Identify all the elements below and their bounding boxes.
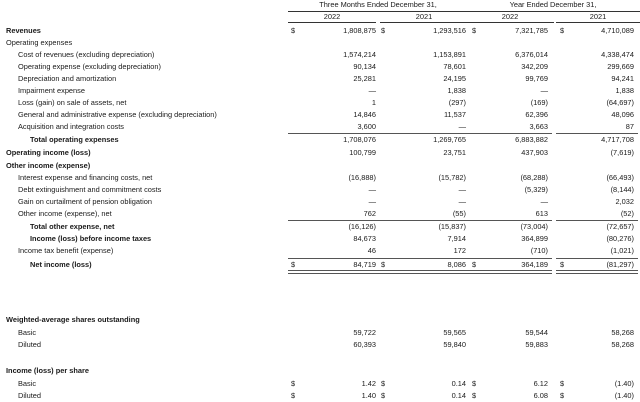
double-rule [556,270,638,274]
row-label: Debt extinguishment and commitment costs [18,185,162,194]
table-row [0,25,640,36]
cell-value: 23,751 [443,148,466,157]
cell-value: 1 [371,98,376,107]
row-label: Impairment expense [18,86,85,95]
currency-symbol: $ [472,260,477,269]
row-label: Income (loss) before income taxes [30,234,152,243]
total-rule [377,133,470,134]
cell-value: 87 [625,122,634,131]
table-row [0,221,640,232]
cell-value: 0.14 [451,391,466,400]
cell-value: 7,321,785 [515,26,548,35]
year-header-q-2022: 2022 [288,12,376,23]
table-row [0,245,640,256]
row-label: Diluted [18,340,42,349]
cell-value: (710) [530,246,548,255]
cell-value: 94,241 [611,74,634,83]
currency-symbol: $ [291,391,296,400]
total-rule [288,133,380,134]
cell-value: — [540,86,548,95]
row-label: Total other expense, net [30,222,115,231]
total-rule [288,258,380,259]
total-rule [556,258,638,259]
cell-value: 62,396 [525,110,548,119]
cell-value: (52) [620,209,634,218]
cell-value: 24,195 [443,74,466,83]
cell-value: 7,914 [447,234,466,243]
cell-value: 3,600 [357,122,376,131]
currency-symbol: $ [291,379,296,388]
row-label: Operating expenses [6,38,73,47]
cell-value: 48,096 [611,110,634,119]
table-row [0,196,640,207]
total-rule [468,133,552,134]
currency-symbol: $ [560,391,565,400]
total-rule [468,258,552,259]
cell-value: 1,838 [615,86,634,95]
total-rule [556,133,638,134]
currency-symbol: $ [381,26,386,35]
cell-value: 99,769 [525,74,548,83]
row-label: Other income (expense) [6,161,91,170]
currency-symbol: $ [291,260,296,269]
cell-value: 1,574,214 [343,50,376,59]
table-row [0,61,640,72]
cell-value: 25,281 [353,74,376,83]
cell-value: (55) [452,209,466,218]
double-rule [468,270,552,274]
table-row [0,172,640,183]
cell-value: (15,782) [438,173,466,182]
cell-value: 60,393 [353,340,376,349]
table-row [0,184,640,195]
cell-value: (5,329) [524,185,548,194]
row-label: General and administrative expense (excluding depreciation) [18,110,217,119]
row-label: Cost of revenues (excluding depreciation) [18,50,155,59]
cell-value: 6.12 [533,379,548,388]
row-label: Basic [18,328,37,337]
cell-value: 100,799 [349,148,376,157]
row-label: Operating expense (excluding depreciation) [18,62,161,71]
cell-value: 59,565 [443,328,466,337]
table-row [0,259,640,270]
cell-value: 11,537 [443,110,466,119]
table-row [0,147,640,158]
row-label: Net income (loss) [30,260,92,269]
table-row [0,327,640,338]
row-label: Diluted [18,391,42,400]
cell-value: (1,021) [610,246,634,255]
cell-value: 1,153,891 [433,50,466,59]
cell-value: 78,601 [443,62,466,71]
cell-value: (8,144) [610,185,634,194]
cell-value: (64,697) [606,98,634,107]
table-row [0,134,640,145]
cell-value: 1,293,516 [433,26,466,35]
table-row [0,390,640,401]
cell-value: 84,719 [353,260,376,269]
cell-value: 4,717,708 [601,135,634,144]
cell-value: — [458,197,466,206]
cell-value: (1.40) [614,379,634,388]
total-rule [377,220,470,221]
currency-symbol: $ [381,379,386,388]
cell-value: 613 [535,209,548,218]
cell-value: — [368,86,376,95]
total-rule [556,220,638,221]
table-row [0,97,640,108]
cell-value: 14,846 [353,110,376,119]
cell-value: — [368,197,376,206]
currency-symbol: $ [472,26,477,35]
total-rule [288,220,380,221]
cell-value: — [540,197,548,206]
year-header-q-2021: 2021 [380,12,468,23]
currency-symbol: $ [381,260,386,269]
cell-value: 1,708,076 [343,135,376,144]
cell-value: 4,338,474 [601,50,634,59]
three-months-header: Three Months Ended December 31, [288,0,468,12]
eps-section-title: Income (loss) per share [6,366,89,375]
year-ended-header: Year Ended December 31, [466,0,640,12]
row-label: Other income (expense), net [18,209,112,218]
currency-symbol: $ [291,26,296,35]
total-rule [377,258,470,259]
year-header-y-2021: 2021 [556,12,640,23]
table-row [0,121,640,132]
cell-value: 6,376,014 [515,50,548,59]
cell-value: 762 [363,209,376,218]
row-label: Acquisition and integration costs [18,122,124,131]
cell-value: 1.40 [361,391,376,400]
cell-value: — [368,185,376,194]
double-rule [288,270,380,274]
cell-value: 1,808,875 [343,26,376,35]
row-label: Revenues [6,26,41,35]
cell-value: 6.08 [533,391,548,400]
cell-value: 84,673 [353,234,376,243]
cell-value: (16,888) [348,173,376,182]
cell-value: 0.14 [451,379,466,388]
currency-symbol: $ [472,379,477,388]
cell-value: 8,086 [447,260,466,269]
row-label: Loss (gain) on sale of assets, net [18,98,127,107]
cell-value: 90,134 [353,62,376,71]
cell-value: 58,268 [611,328,634,337]
cell-value: 1,269,765 [433,135,466,144]
cell-value: (1.40) [614,391,634,400]
currency-symbol: $ [560,26,565,35]
double-rule [377,270,470,274]
currency-symbol: $ [381,391,386,400]
cell-value: 59,840 [443,340,466,349]
cell-value: 59,722 [353,328,376,337]
row-label: Interest expense and financing costs, net [18,173,153,182]
currency-symbol: $ [560,260,565,269]
cell-value: 437,903 [521,148,548,157]
table-row [0,339,640,350]
cell-value: (7,619) [610,148,634,157]
cell-value: 299,669 [607,62,634,71]
cell-value: (68,288) [520,173,548,182]
year-header-y-2022: 2022 [466,12,554,23]
row-label: Operating income (loss) [6,148,91,157]
currency-symbol: $ [560,379,565,388]
cell-value: (73,004) [520,222,548,231]
cell-value: — [458,122,466,131]
cell-value: (297) [448,98,466,107]
cell-value: 59,883 [525,340,548,349]
cell-value: (169) [530,98,548,107]
cell-value: (16,126) [348,222,376,231]
cell-value: — [458,185,466,194]
cell-value: (81,297) [606,260,634,269]
shares-section-title: Weighted-average shares outstanding [6,315,140,324]
table-row [0,233,640,244]
cell-value: (66,493) [606,173,634,182]
cell-value: 172 [453,246,466,255]
cell-value: (15,837) [438,222,466,231]
cell-value: 59,544 [525,328,548,337]
cell-value: 3,663 [529,122,548,131]
cell-value: 58,268 [611,340,634,349]
row-label: Basic [18,379,37,388]
table-row [0,378,640,389]
table-row [0,85,640,96]
row-label: Gain on curtailment of pension obligation [18,197,152,206]
table-row [0,37,640,48]
cell-value: 364,899 [521,234,548,243]
cell-value: 364,189 [521,260,548,269]
row-label: Total operating expenses [30,135,119,144]
cell-value: 6,883,882 [515,135,548,144]
cell-value: (80,276) [606,234,634,243]
table-row [0,73,640,84]
table-row [0,160,640,171]
row-label: Income tax benefit (expense) [18,246,114,255]
cell-value: 1.42 [361,379,376,388]
cell-value: 4,710,089 [601,26,634,35]
currency-symbol: $ [472,391,477,400]
cell-value: (72,657) [606,222,634,231]
table-row [0,49,640,60]
table-row [0,109,640,120]
row-label: Depreciation and amortization [18,74,117,83]
cell-value: 46 [367,246,376,255]
table-row [0,208,640,219]
total-rule [468,220,552,221]
cell-value: 1,838 [447,86,466,95]
cell-value: 2,032 [615,197,634,206]
cell-value: 342,209 [521,62,548,71]
